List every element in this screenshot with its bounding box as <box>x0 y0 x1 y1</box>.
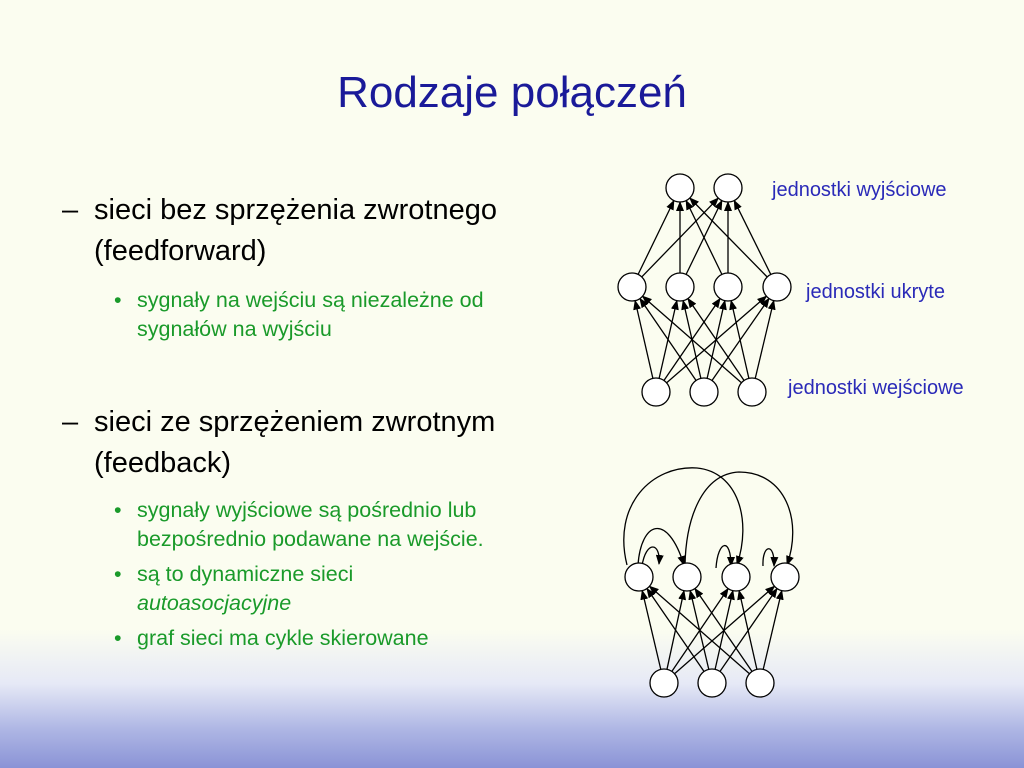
heading-line: (feedback) <box>94 447 232 479</box>
recurrent-unit <box>673 563 701 591</box>
connection-arrow <box>650 586 750 674</box>
output-unit <box>666 174 694 202</box>
feedback-loop <box>763 549 774 566</box>
input-units-label: jednostki wejściowe <box>788 377 964 399</box>
heading-line: sieci bez sprzężenia zwrotnego <box>94 194 497 226</box>
feedback-loop <box>642 547 659 566</box>
connection-arrow <box>638 201 674 275</box>
connection-arrow <box>640 299 696 381</box>
output-units-label: jednostki wyjściowe <box>772 179 947 201</box>
bullet-dot: • <box>114 288 122 312</box>
recurrent-unit <box>722 563 750 591</box>
connection-arrow <box>755 301 774 379</box>
hidden-unit <box>714 273 742 301</box>
input-unit <box>746 669 774 697</box>
connection-arrow <box>695 589 752 672</box>
output-unit <box>714 174 742 202</box>
feedback-loop <box>685 472 793 565</box>
feedback-loop <box>638 529 684 565</box>
bullet-text: bezpośrednio podawane na wejście. <box>137 527 484 551</box>
dash-marker: – <box>62 194 79 226</box>
bullet-text: sygnałów na wyjściu <box>137 317 332 341</box>
connection-arrow <box>763 591 782 670</box>
slide-title: Rodzaje połączeń <box>337 68 687 117</box>
feedforward-network <box>618 174 791 406</box>
input-unit <box>690 378 718 406</box>
hidden-unit <box>618 273 646 301</box>
bullet-text: są to dynamiczne sieci <box>137 562 354 586</box>
connection-arrow <box>647 589 704 672</box>
connection-arrow <box>734 201 771 275</box>
hidden-unit <box>666 273 694 301</box>
heading-line: (feedforward) <box>94 235 267 267</box>
feedback-loops <box>624 468 793 568</box>
bullet-dot: • <box>114 562 122 586</box>
connection-arrow <box>642 591 661 670</box>
bullet-text-italic: autoasocjacyjne <box>137 591 292 615</box>
input-unit <box>642 378 670 406</box>
bullet-text: graf sieci ma cykle skierowane <box>137 626 429 650</box>
bullet-dot: • <box>114 498 122 522</box>
feedback-connections <box>642 586 782 674</box>
hidden-units-label: jednostki ukryte <box>806 281 945 303</box>
input-unit <box>738 378 766 406</box>
heading-line: sieci ze sprzężeniem zwrotnym <box>94 406 496 438</box>
dash-marker: – <box>62 406 79 438</box>
bullet-text: sygnały wyjściowe są pośrednio lub <box>137 498 477 522</box>
bullet-text: sygnały na wejściu są niezależne od <box>137 288 484 312</box>
connection-arrow <box>643 296 742 383</box>
connection-arrow <box>688 299 744 381</box>
connection-arrow <box>731 301 749 379</box>
hidden-unit <box>763 273 791 301</box>
feedforward-connections <box>635 198 774 383</box>
bullet-dot: • <box>114 626 122 650</box>
connection-arrow <box>635 301 653 379</box>
input-unit <box>698 669 726 697</box>
input-unit <box>650 669 678 697</box>
recurrent-unit <box>625 563 653 591</box>
recurrent-unit <box>771 563 799 591</box>
feedback-loop <box>624 468 743 565</box>
